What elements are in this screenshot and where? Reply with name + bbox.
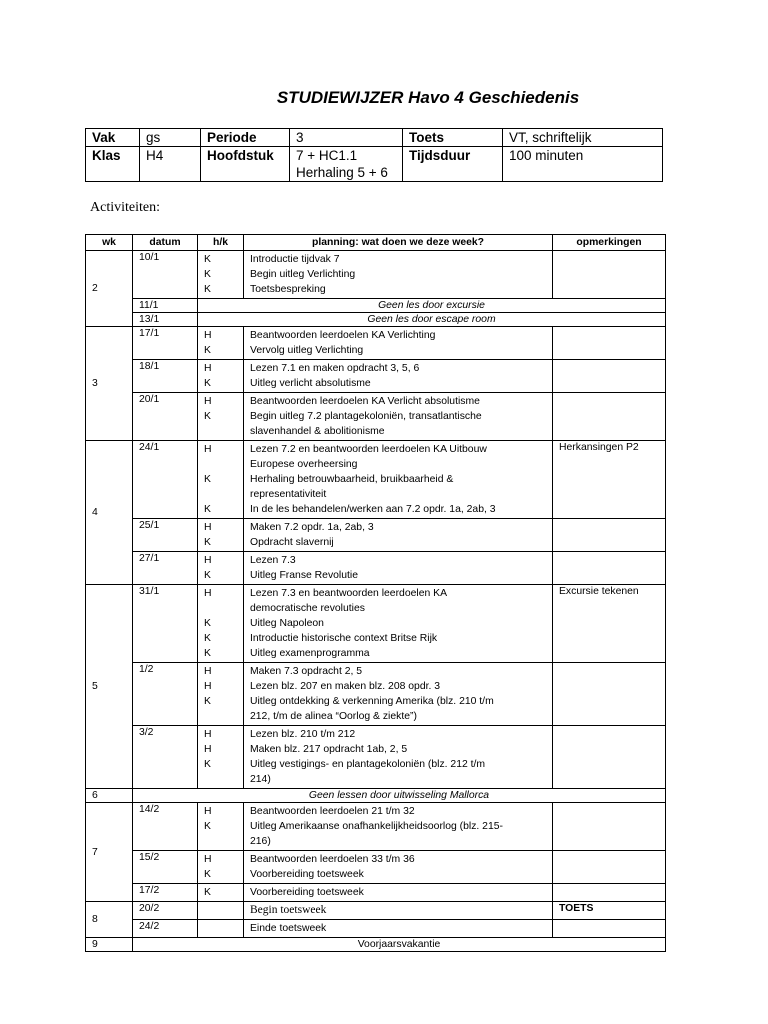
cell-line: K	[204, 537, 211, 548]
cell-line: Begin toetsweek	[250, 904, 327, 916]
cell-line	[204, 834, 243, 849]
schedule-row	[86, 884, 666, 902]
cell-line: Beantwoorden leerdoelen KA Verlichting	[250, 330, 436, 341]
schedule-row	[86, 519, 666, 552]
cell-line: Vervolg uitleg Verlichting	[250, 345, 364, 356]
cell-line: K	[204, 474, 211, 485]
planning-cell	[244, 726, 553, 789]
cell-line: K	[204, 759, 211, 770]
cell-line	[204, 424, 243, 439]
cell-line: democratische revoluties	[250, 603, 365, 614]
remarks-cell: Herkansingen P2	[553, 441, 666, 519]
datum-cell: 17/1	[133, 327, 198, 360]
hk-cell	[198, 327, 244, 360]
remarks-cell: Excursie tekenen	[553, 585, 666, 663]
hk-cell	[198, 663, 244, 726]
schedule-row	[86, 251, 666, 299]
info-label-periode: Periode	[201, 129, 290, 147]
schedule-header-row	[86, 235, 666, 251]
cell-line	[204, 921, 243, 936]
week-number: 7	[86, 803, 133, 902]
cell-line: Uitleg ontdekking & verkenning Amerika (blz. 210 t/m	[250, 696, 494, 707]
cell-line: K	[204, 254, 211, 265]
remarks-cell	[553, 360, 666, 393]
planning-cell	[244, 920, 553, 938]
hk-cell	[198, 851, 244, 884]
remarks-cell	[553, 726, 666, 789]
cell-line: Begin uitleg Verlichting	[250, 269, 356, 280]
cell-line: Maken 7.2 opdr. 1a, 2ab, 3	[250, 522, 374, 533]
cell-line: Uitleg Amerikaanse onafhankelijkheidsoorlog (blz. 215-	[250, 821, 503, 832]
schedule-row	[86, 393, 666, 441]
datum-cell: 25/1	[133, 519, 198, 552]
schedule-row	[86, 441, 666, 519]
remarks-cell	[553, 920, 666, 938]
course-info-table	[85, 128, 663, 182]
planning-cell	[244, 663, 553, 726]
datum-cell: 20/1	[133, 393, 198, 441]
cell-line: H	[204, 666, 212, 677]
cell-line: H	[204, 588, 212, 599]
hk-cell	[198, 393, 244, 441]
span-note: Geen les door escape room	[198, 313, 666, 327]
cell-line: K	[204, 345, 211, 356]
hk-cell	[198, 803, 244, 851]
section-label: Activiteiten:	[90, 200, 160, 215]
cell-line: Introductie historische context Britse Rijk	[250, 633, 438, 644]
hk-cell	[198, 552, 244, 585]
datum-cell: 20/2	[133, 902, 198, 920]
datum-cell: 18/1	[133, 360, 198, 393]
datum-cell: 1/2	[133, 663, 198, 726]
cell-line: 212, t/m de alinea “Oorlog & ziekte”)	[250, 711, 417, 722]
header-hk: h/k	[198, 235, 244, 251]
cell-line	[204, 903, 243, 918]
week-number: 3	[86, 327, 133, 441]
remarks-cell	[553, 663, 666, 726]
remarks-cell	[553, 327, 666, 360]
cell-line: H	[204, 444, 212, 455]
schedule-row	[86, 313, 666, 327]
cell-line	[204, 772, 243, 787]
cell-line: Introductie tijdvak 7	[250, 254, 340, 265]
cell-line: Voorbereiding toetsweek	[250, 869, 364, 880]
schedule-row	[86, 726, 666, 789]
cell-line: Begin uitleg 7.2 plantagekoloniën, transatlantische	[250, 411, 482, 422]
cell-line: K	[204, 648, 211, 659]
planning-cell	[244, 393, 553, 441]
cell-line: H	[204, 681, 212, 692]
cell-line: Europese overheersing	[250, 459, 358, 470]
info-value-vak: gs	[140, 129, 201, 147]
cell-line: Toetsbespreking	[250, 284, 326, 295]
hk-cell	[198, 441, 244, 519]
schedule-row	[86, 552, 666, 585]
info-value-klas: H4	[140, 147, 201, 182]
cell-line: Maken blz. 217 opdracht 1ab, 2, 5	[250, 744, 408, 755]
cell-line: K	[204, 618, 211, 629]
cell-line	[204, 601, 243, 616]
cell-line: K	[204, 821, 211, 832]
info-row	[86, 129, 663, 147]
cell-line: H	[204, 806, 212, 817]
cell-line: H	[204, 363, 212, 374]
cell-line: Lezen 7.3	[250, 555, 296, 566]
datum-cell: 13/1	[133, 313, 198, 327]
info-row	[86, 147, 663, 182]
week-number: 5	[86, 585, 133, 789]
cell-line: K	[204, 570, 211, 581]
header-opmerkingen: opmerkingen	[553, 235, 666, 251]
datum-cell: 17/2	[133, 884, 198, 902]
cell-line: 214)	[250, 774, 271, 785]
cell-line	[204, 487, 243, 502]
cell-line: slavenhandel & abolitionisme	[250, 426, 385, 437]
planning-cell	[244, 327, 553, 360]
cell-line: H	[204, 522, 212, 533]
remarks-cell	[553, 251, 666, 299]
planning-cell	[244, 585, 553, 663]
schedule-row	[86, 789, 666, 803]
week-number: 8	[86, 902, 133, 938]
cell-line: Voorbereiding toetsweek	[250, 887, 364, 898]
span-note: Geen les door excursie	[198, 299, 666, 313]
hk-cell	[198, 920, 244, 938]
info-label-tijdsduur: Tijdsduur	[403, 147, 503, 182]
remarks-cell	[553, 552, 666, 585]
planning-cell	[244, 851, 553, 884]
info-value-tijdsduur: 100 minuten	[503, 147, 663, 182]
remarks-cell: TOETS	[553, 902, 666, 920]
datum-cell: 14/2	[133, 803, 198, 851]
planning-cell	[244, 803, 553, 851]
hk-cell	[198, 519, 244, 552]
cell-line: Beantwoorden leerdoelen 21 t/m 32	[250, 806, 415, 817]
cell-line: H	[204, 396, 212, 407]
remarks-cell	[553, 393, 666, 441]
schedule-row	[86, 663, 666, 726]
schedule-row	[86, 327, 666, 360]
cell-line: Lezen blz. 210 t/m 212	[250, 729, 356, 740]
schedule-row	[86, 851, 666, 884]
cell-line: H	[204, 729, 212, 740]
cell-line	[204, 709, 243, 724]
schedule-row	[86, 360, 666, 393]
hk-cell	[198, 251, 244, 299]
cell-line: Uitleg examenprogramma	[250, 648, 370, 659]
cell-line: K	[204, 696, 211, 707]
remarks-cell	[553, 851, 666, 884]
cell-line: Uitleg Franse Revolutie	[250, 570, 358, 581]
hk-cell	[198, 902, 244, 920]
cell-line: Herhaling betrouwbaarheid, bruikbaarheid &	[250, 474, 454, 485]
hk-cell	[198, 360, 244, 393]
cell-line: K	[204, 378, 211, 389]
week-number: 4	[86, 441, 133, 585]
page-title: STUDIEWIJZER Havo 4 Geschiedenis	[276, 88, 580, 107]
remarks-cell	[553, 519, 666, 552]
schedule-row	[86, 803, 666, 851]
info-value-hoofdstuk	[290, 147, 403, 182]
span-note: Geen lessen door uitwisseling Mallorca	[133, 789, 666, 803]
span-note: Voorjaarsvakantie	[133, 938, 666, 952]
datum-cell: 10/1	[133, 251, 198, 299]
header-planning: planning: wat doen we deze week?	[244, 235, 553, 251]
cell-line: Uitleg verlicht absolutisme	[250, 378, 371, 389]
planning-cell	[244, 441, 553, 519]
cell-line: Einde toetsweek	[250, 923, 327, 934]
hk-cell	[198, 726, 244, 789]
cell-line: H	[204, 330, 212, 341]
schedule-row	[86, 299, 666, 313]
hoofdstuk-line: Herhaling 5 + 6	[296, 165, 388, 180]
cell-line: H	[204, 555, 212, 566]
planning-cell	[244, 552, 553, 585]
datum-cell: 24/1	[133, 441, 198, 519]
info-label-vak: Vak	[86, 129, 140, 147]
cell-line: K	[204, 269, 211, 280]
datum-cell: 27/1	[133, 552, 198, 585]
info-value-periode: 3	[290, 129, 403, 147]
remarks-cell	[553, 884, 666, 902]
datum-cell: 15/2	[133, 851, 198, 884]
datum-cell: 24/2	[133, 920, 198, 938]
cell-line: K	[204, 411, 211, 422]
cell-line: Lezen 7.2 en beantwoorden leerdoelen KA Uitbouw	[250, 444, 487, 455]
cell-line: K	[204, 869, 211, 880]
cell-line: representativiteit	[250, 489, 327, 500]
cell-line: Lezen 7.1 en maken opdracht 3, 5, 6	[250, 363, 420, 374]
schedule-table	[85, 234, 666, 952]
schedule-row	[86, 902, 666, 920]
planning-cell	[244, 884, 553, 902]
datum-cell: 31/1	[133, 585, 198, 663]
cell-line: K	[204, 504, 211, 515]
cell-line: 216)	[250, 836, 271, 847]
info-label-hoofdstuk: Hoofdstuk	[201, 147, 290, 182]
info-value-toets: VT, schriftelijk	[503, 129, 663, 147]
cell-line: In de les behandelen/werken aan 7.2 opdr. 1a, 2ab, 3	[250, 504, 496, 515]
hk-cell	[198, 884, 244, 902]
schedule-row	[86, 920, 666, 938]
planning-cell	[244, 360, 553, 393]
hoofdstuk-line: 7 + HC1.1	[296, 148, 358, 163]
cell-line: K	[204, 284, 211, 295]
cell-line: Beantwoorden leerdoelen KA Verlicht absolutisme	[250, 396, 480, 407]
datum-cell: 3/2	[133, 726, 198, 789]
cell-line: H	[204, 854, 212, 865]
cell-line: K	[204, 633, 211, 644]
cell-line: Opdracht slavernij	[250, 537, 334, 548]
schedule-row	[86, 585, 666, 663]
cell-line: K	[204, 887, 211, 898]
hk-cell	[198, 585, 244, 663]
remarks-cell	[553, 803, 666, 851]
cell-line: Maken 7.3 opdracht 2, 5	[250, 666, 363, 677]
info-label-toets: Toets	[403, 129, 503, 147]
cell-line: Beantwoorden leerdoelen 33 t/m 36	[250, 854, 415, 865]
week-number: 2	[86, 251, 133, 327]
week-number: 9	[86, 938, 133, 952]
cell-line	[204, 457, 243, 472]
cell-line: Lezen blz. 207 en maken blz. 208 opdr. 3	[250, 681, 441, 692]
week-number: 6	[86, 789, 133, 803]
planning-cell	[244, 902, 553, 920]
header-wk: wk	[86, 235, 133, 251]
cell-line: Uitleg Napoleon	[250, 618, 324, 629]
cell-line: Uitleg vestigings- en plantagekoloniën (blz. 212 t/m	[250, 759, 486, 770]
datum-cell: 11/1	[133, 299, 198, 313]
cell-line: H	[204, 744, 212, 755]
info-label-klas: Klas	[86, 147, 140, 182]
header-datum: datum	[133, 235, 198, 251]
planning-cell	[244, 519, 553, 552]
planning-cell	[244, 251, 553, 299]
schedule-row	[86, 938, 666, 952]
cell-line: Lezen 7.3 en beantwoorden leerdoelen KA	[250, 588, 447, 599]
